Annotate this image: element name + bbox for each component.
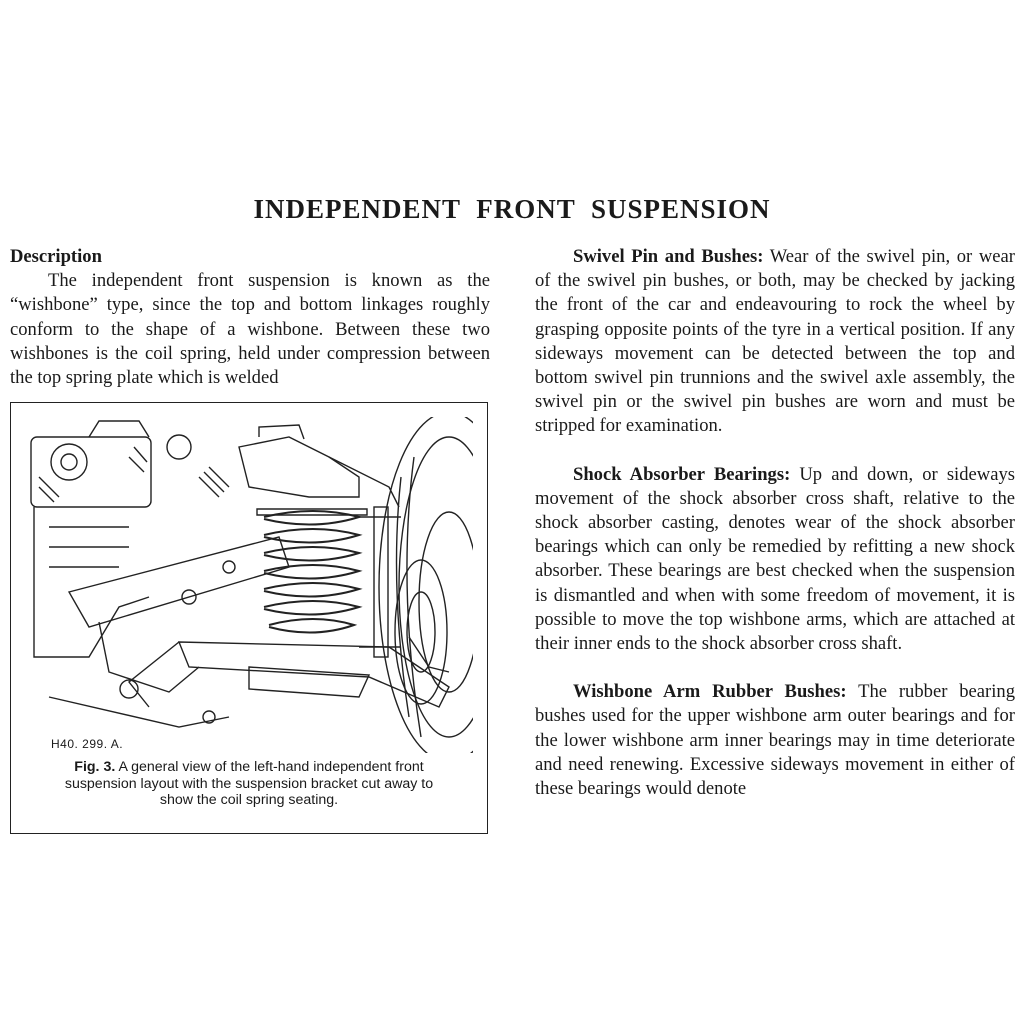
section-text: Wear of the swivel pin, or wear of the swivel pin bushes, or both, may be checked by jacking the front of the car and endeavouring to rock the wheel by grasping opposite points of the tyre in a vertical position. If any sideways movement can be detected between the top and bottom swivel pin trunnions and the swivel axle assembly, the swivel pin or the swivel pin bushes are worn and must be stripped for examination. — [535, 246, 1015, 437]
section-text: Up and down, or sideways movement of the shock absorber cross shaft, relative to the shock absorber casting, denotes wear of the shock absorber bearings which can only be remedied by refitting a new shock absorber. These bearings are best checked when the suspension is dismantled and when with some freedom of movement, it is possible to move the top wishbone arms, which are attached at their inner ends to the shock absorber cross shaft. — [535, 463, 1015, 655]
left-column — [10, 245, 490, 390]
page-title: INDEPENDENT FRONT SUSPENSION — [253, 194, 771, 224]
section-text: The rubber bearing bushes used for the upper wishbone arm outer bearings and for the lower wishbone arm inner bearings may in time deteriorate and need renewing. Excessive sideways movement in either of these bearings would denote — [535, 681, 1015, 800]
figure-caption-text: A general view of the left-hand independent front suspension layout with the suspension bracket cut away to show the coil spring seating. — [64, 759, 434, 808]
description-heading: Description — [10, 246, 102, 267]
section-shock-absorber — [535, 463, 1015, 657]
section-heading: Wishbone Arm Rubber Bushes: — [573, 681, 847, 703]
figure-3 — [10, 402, 488, 834]
section-swivel-pin — [535, 245, 1015, 439]
figure-reference: H40. 299. A. — [51, 737, 124, 751]
section-wishbone-bushes — [535, 680, 1015, 801]
right-column — [535, 245, 1015, 801]
figure-number: Fig. 3. — [74, 759, 116, 775]
section-heading: Swivel Pin and Bushes: — [573, 246, 764, 267]
section-heading: Shock Absorber Bearings: — [573, 463, 791, 485]
figure-caption — [49, 759, 449, 809]
description-paragraph: The independent front suspension is known as the “wishbone” type, since the top and bottom linkages roughly conform to the shape of a wishbone. Between these two wishbones is the coil spring, held under compression between the top spring plate which is welded — [10, 270, 490, 389]
suspension-illustration — [29, 417, 473, 753]
